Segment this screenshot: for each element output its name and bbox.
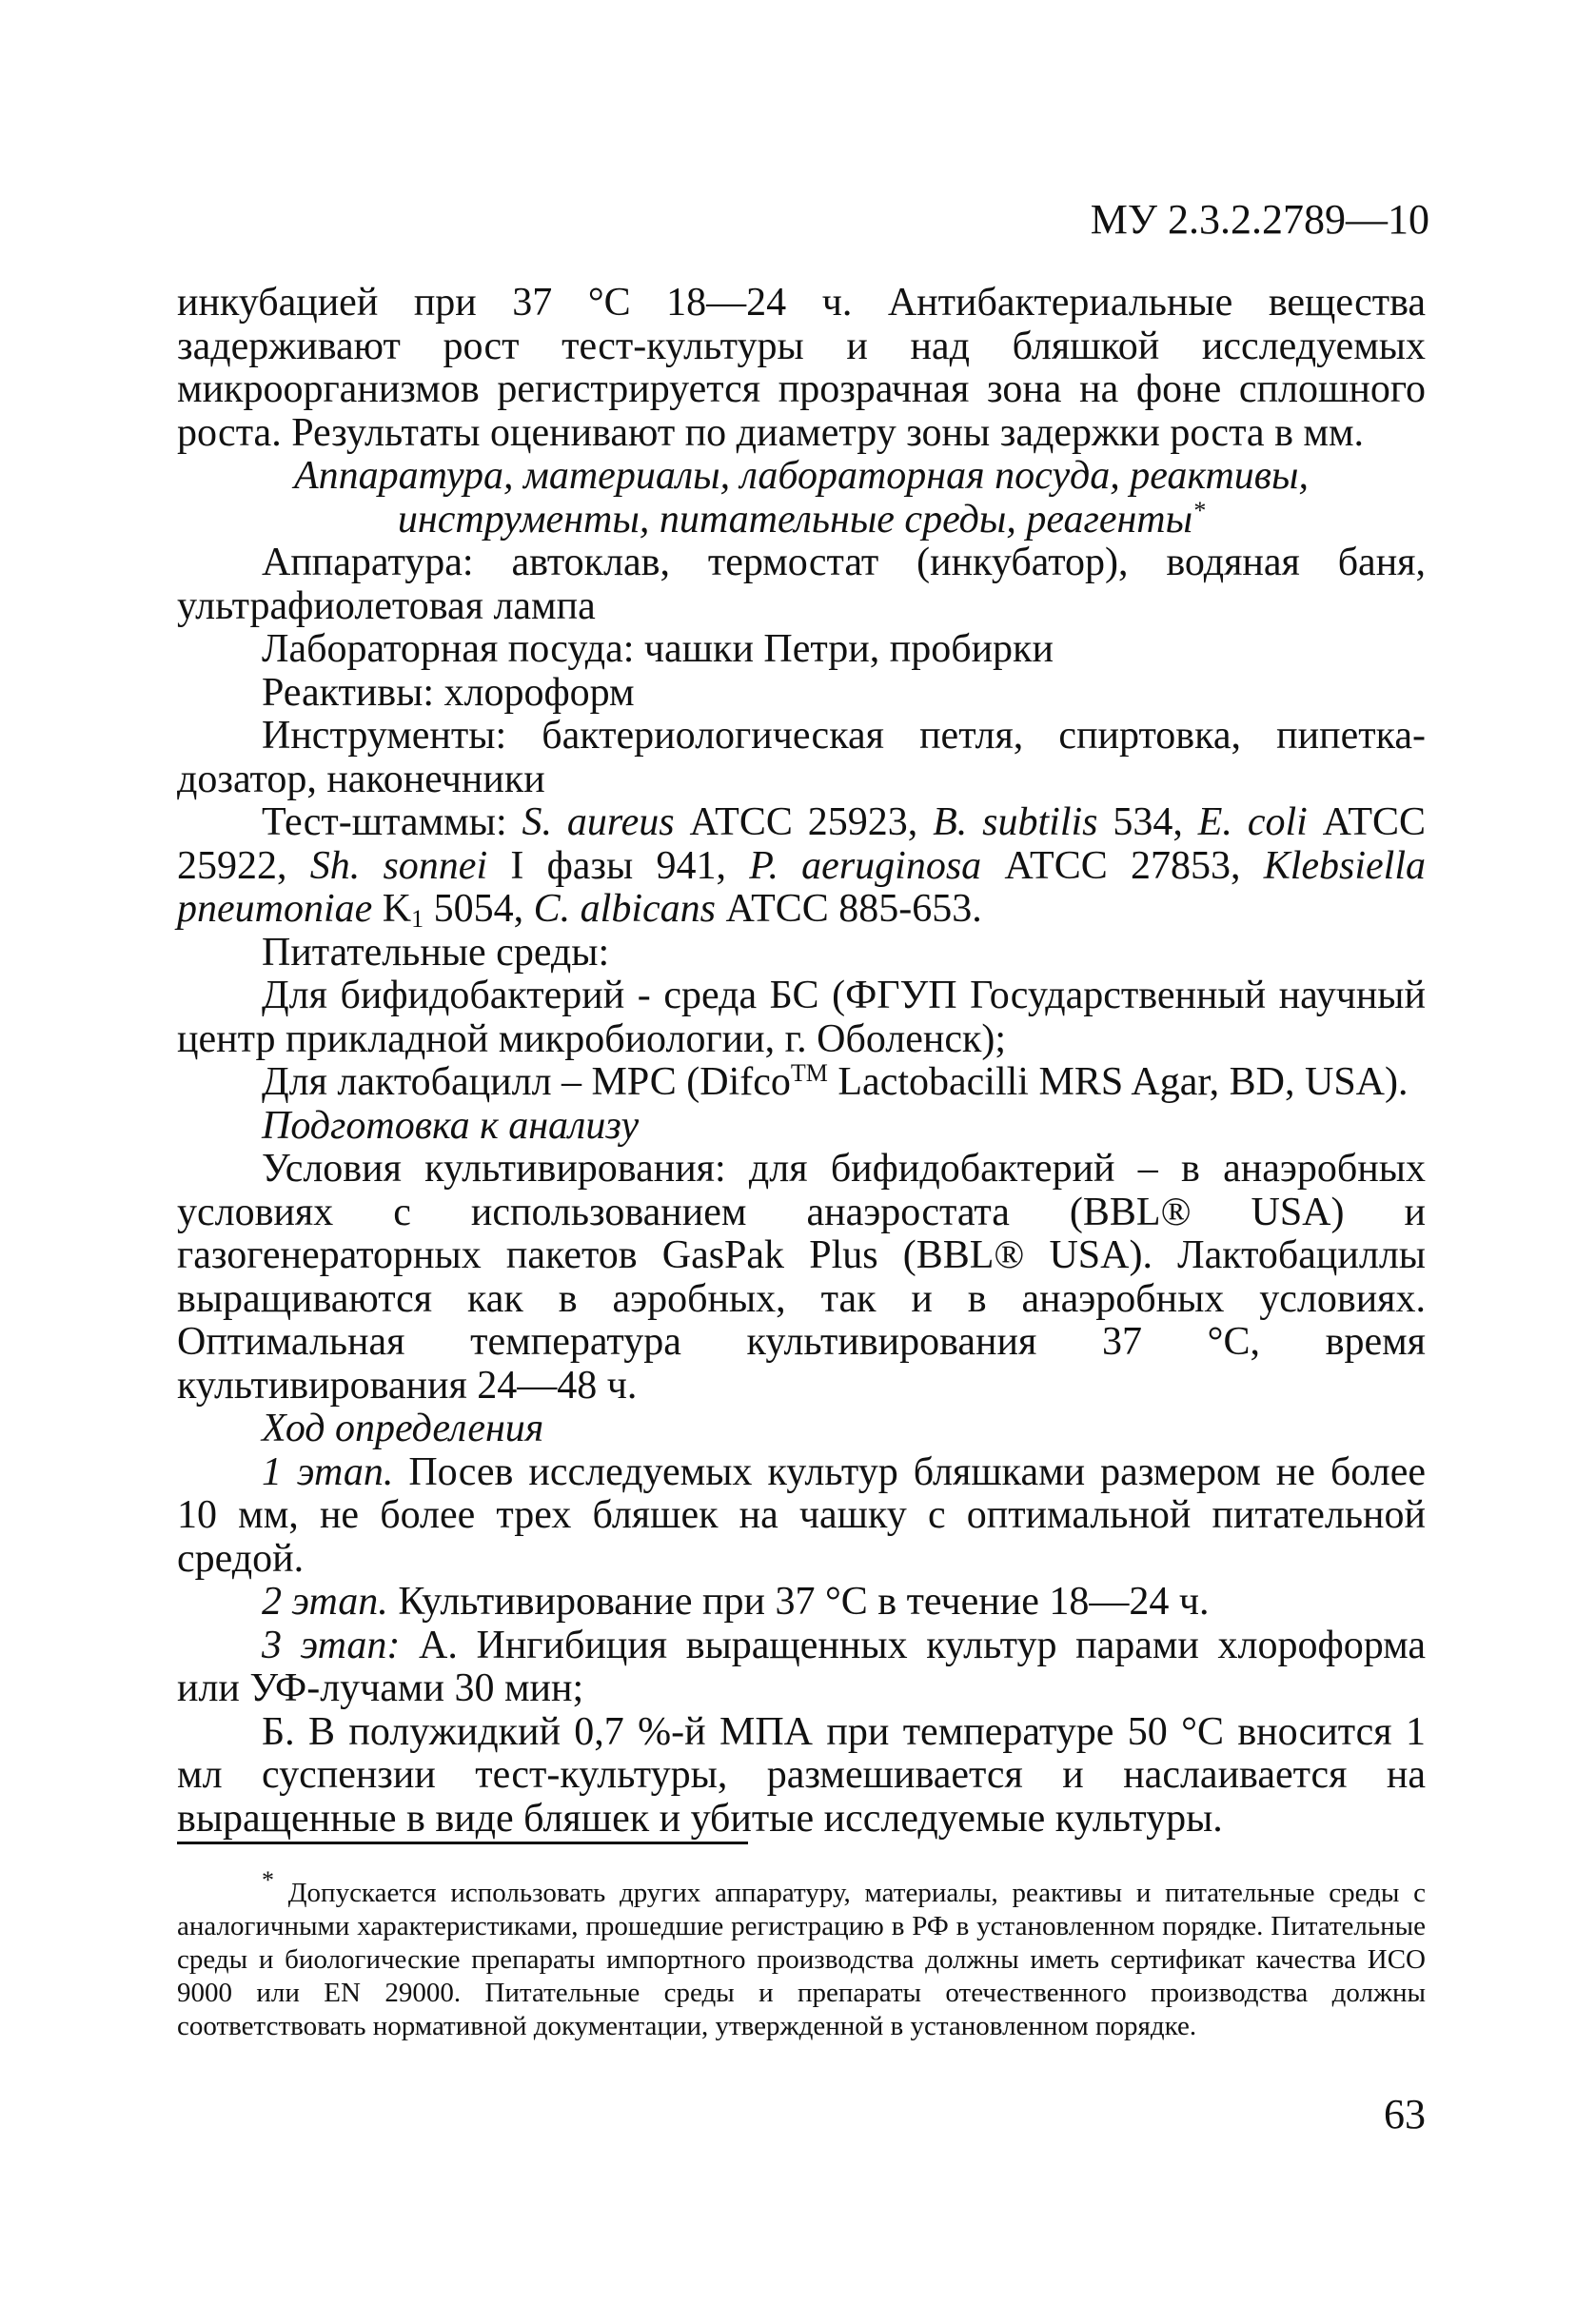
strains-text: K [372,887,412,931]
strain-name: Sh. sonnei [309,843,488,888]
intro-paragraph: инкубацией при 37 °С 18—24 ч. Антибактериальные вещества задерживают рост тест-культуры и над бляшкой исследуемых микроорганизмов регистрируется прозрачная зона на фоне сплошного роста. Результаты оценивают по диаметру зоны задержки роста в мм. [177,281,1426,455]
document-body [177,282,1426,1841]
trademark-superscript: TM [790,1059,828,1087]
strains-text: АТСС 27853, [981,843,1264,888]
section-heading-line2 [177,496,1426,542]
procedure-heading: Ход определения [262,1407,544,1450]
reagents-paragraph: Реактивы: хлороформ [262,670,635,715]
step-text: Посев исследуемых культур бляшками размером не более 10 мм, не более трех бляшек на чашку с оптимальной питательной средой. [177,1449,1426,1581]
strain-name: C. albicans [533,887,716,931]
strains-text: Тест-штаммы: [262,800,522,844]
strain-name: P. aeruginosa [749,843,982,888]
footnote-marker-ref: * [1192,496,1206,524]
strains-text: АТСС 885-653. [715,887,982,931]
strains-text: I фазы 941, [487,843,750,888]
footnote-text: Допускается использовать других аппаратуру, материалы, реактивы и питательные среды с аналогичными характеристиками, прошедшие регистрацию в РФ в установленном порядке. Питательные среды и биологические препараты импортного производства должны иметь сертификат качества ИСО 9000 или EN 29000. Питательные среды и препараты отечественного производства должны соответствовать нормативной документации, утвержденной в установленном порядке. [177,1878,1426,2041]
step-3-paragraph [177,1625,1426,1711]
media-lacto-paragraph [177,1061,1426,1105]
labware-paragraph: Лабораторная посуда: чашки Петри, пробирки [262,627,1054,671]
strains-text: 534, [1097,800,1198,844]
document-code: МУ 2.3.2.2789—10 [1090,196,1429,243]
footnote-paragraph [177,1866,1426,2043]
cultivation-conditions-paragraph: Условия культивирования: для бифидобактерий – в анаэробных условиях с использованием анаэростата (BBL® USA) и газогенераторных пакетов GasPak Plus (BBL® USA). Лактобациллы выращиваются как в аэробных, так и в анаэробных условиях. Оптимальная температура культивирования 37 °С, время культивирования 24—48 ч. [177,1147,1426,1408]
media-lacto-text: Lactobacilli MRS Agar, BD, USA). [827,1060,1409,1104]
step-2-paragraph [177,1581,1426,1625]
page-number: 63 [1384,2091,1426,2138]
strains-text: АТСС 25923, [674,800,934,844]
strain-name: E. coli [1197,800,1308,844]
step-text: Культивирование при 37 °С в течение 18—24 ч. [387,1580,1210,1624]
footnote-marker: * [262,1866,274,1894]
strains-text: 5054, [424,887,534,931]
strain-name: Klebsiella pneumoniae [177,843,1427,931]
strains-text: АТСС 25922, [177,800,1426,888]
strain-name: B. subtilis [933,800,1098,844]
step-1-paragraph [177,1451,1426,1582]
footnote-divider [177,1842,748,1844]
preparation-heading: Подготовка к анализу [262,1103,640,1148]
step-label: 3 этап: [262,1623,401,1667]
apparatus-paragraph: Аппаратура: автоклав, термостат (инкубатор), водяная баня, ультрафиолетовая лампа [177,541,1426,628]
media-bifido-paragraph: Для бифидобактерий - среда БС (ФГУП Государственный научный центр прикладной микробиологии, г. Оболенск); [177,974,1426,1061]
step-label: 2 этап. [262,1580,388,1624]
media-lacto-text: Для лактобацилл – МРС (Difco [262,1060,791,1104]
strain-name: S. aureus [522,800,675,844]
footnote [177,1866,1426,2043]
strain-subscript: 1 [411,905,424,933]
instruments-paragraph: Инструменты: бактериологическая петля, спиртовка, пипетка-дозатор, наконечники [177,714,1426,801]
step-3b-paragraph: Б. В полужидкий 0,7 %-й МПА при температуре 50 °С вносится 1 мл суспензии тест-культуры, размешивается и наслаивается на выращенные в виде бляшек и убитые исследуемые культуры. [177,1709,1426,1841]
step-text: А. Ингибиция выращенных культур парами хлороформа или УФ-лучами 30 мин; [177,1623,1426,1710]
section-heading-line2-text: инструменты, питательные среды, реагенты [397,497,1193,542]
section-heading-line1: Аппаратура, материалы, лабораторная посуда, реактивы, [294,454,1309,498]
test-strains-paragraph [177,801,1426,932]
step-label: 1 этап. [262,1449,394,1494]
media-title: Питательные среды: [262,930,610,975]
